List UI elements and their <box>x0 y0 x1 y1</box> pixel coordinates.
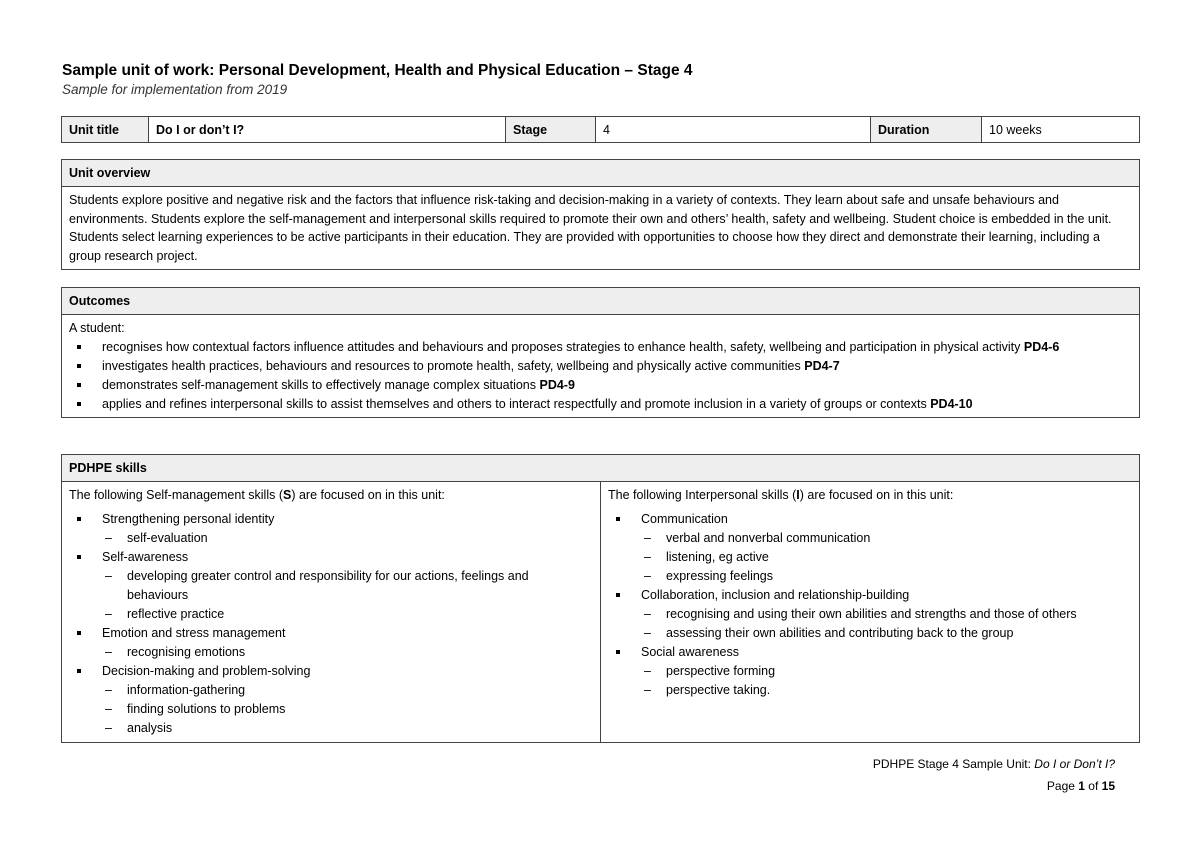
skill-sub-item: – perspective taking. <box>608 681 1132 700</box>
unit-info-table <box>61 116 1140 143</box>
skill-sub-item: – listening, eg active <box>608 548 1132 567</box>
outcome-code: PD4-7 <box>804 359 840 373</box>
skill-sub-item: – self-evaluation <box>69 529 593 548</box>
skill-sub-item: – reflective practice <box>69 605 593 624</box>
pdhpe-skills-table <box>61 454 1140 743</box>
outcome-code: PD4-10 <box>930 397 973 411</box>
outcome-item: investigates health practices, behaviours and resources to promote health, safety, wellbeing and physically active communities PD4-7 <box>69 357 1132 376</box>
self-management-list <box>69 510 593 738</box>
outcome-code: PD4-6 <box>1023 340 1060 354</box>
outcomes-intro: A student: <box>69 321 125 335</box>
outcome-item: demonstrates self-management skills to effectively manage complex situations PD4-9 <box>69 376 1132 395</box>
outcome-code: PD4-9 <box>539 378 575 392</box>
skill-sub-item: – finding solutions to problems <box>69 700 593 719</box>
outcomes-heading: Outcomes <box>62 288 1140 315</box>
pdhpe-skills-heading: PDHPE skills <box>62 455 1140 482</box>
stage-label: Stage <box>506 117 596 143</box>
skill-code-s: S <box>282 488 292 502</box>
unit-overview-table <box>61 159 1140 270</box>
skill-sub-item: – expressing feelings <box>608 567 1132 586</box>
skill-group: Communication – verbal and nonverbal communication – listening, eg active – expressing feelings <box>608 510 1132 586</box>
duration-value: 10 weeks <box>982 117 1140 143</box>
skill-group: Social awareness – perspective forming – perspective taking. <box>608 643 1132 700</box>
skill-sub-item: – recognising and using their own abilities and strengths and those of others <box>608 605 1132 624</box>
outcomes-table <box>61 287 1140 418</box>
outcome-item: recognises how contextual factors influence attitudes and behaviours and proposes strategies to enhance health, safety, wellbeing and participation in physical activity PD4-6 <box>69 338 1132 357</box>
skill-sub-item: – verbal and nonverbal communication <box>608 529 1132 548</box>
unit-title-label: Unit title <box>62 117 149 143</box>
interpersonal-list <box>608 510 1132 700</box>
self-management-intro: The following Self-management skills (S) are focused on in this unit: <box>69 488 445 502</box>
skill-sub-item: – developing greater control and responsibility for our actions, feelings and behaviours <box>69 567 593 605</box>
stage-value: 4 <box>596 117 871 143</box>
outcome-item: applies and refines interpersonal skills to assist themselves and others to interact respectfully and promote inclusion in a variety of groups or contexts PD4-10 <box>69 395 1132 414</box>
skill-sub-item: – perspective forming <box>608 662 1132 681</box>
document-title: Sample unit of work: Personal Development, Health and Physical Education – Stage 4 <box>62 62 693 79</box>
skill-sub-item: – information-gathering <box>69 681 593 700</box>
skill-group: Collaboration, inclusion and relationship-building – recognising and using their own abilities and strengths and those of others – assessing their own abilities and contributing back to the group <box>608 586 1132 643</box>
interpersonal-intro: The following Interpersonal skills (I) are focused on in this unit: <box>608 488 954 502</box>
footer-unit-name: PDHPE Stage 4 Sample Unit: Do I or Don’t I? <box>872 757 1115 771</box>
self-management-skills-cell <box>62 482 601 743</box>
unit-title-value: Do I or don’t I? <box>149 117 506 143</box>
unit-overview-text: Students explore positive and negative risk and the factors that influence risk-taking and decision-making in a variety of contexts. They learn about safe and unsafe behaviours and environments. Students explore the self-management and interpersonal skills required to promote their own and others’ health, safety and wellbeing. Student choice is embedded in the unit. Students select learning experiences to be active participants in their education. They are provided with opportunities to choose how they direct and demonstrate their learning, including a group research project. <box>62 187 1140 270</box>
skill-group: Decision-making and problem-solving – information-gathering – finding solutions to problems – analysis <box>69 662 593 738</box>
skill-group: Self-awareness – developing greater control and responsibility for our actions, feelings and behaviours – reflective practice <box>69 548 593 624</box>
duration-label: Duration <box>871 117 982 143</box>
outcomes-list <box>69 338 1132 414</box>
skill-sub-item: – assessing their own abilities and contributing back to the group <box>608 624 1132 643</box>
document-subtitle: Sample for implementation from 2019 <box>62 82 288 97</box>
skill-group: Emotion and stress management – recognising emotions <box>69 624 593 662</box>
footer-page-number: Page 1 of 15 <box>1046 779 1115 793</box>
skill-code-i: I <box>796 488 800 502</box>
skill-sub-item: – analysis <box>69 719 593 738</box>
interpersonal-skills-cell <box>601 482 1140 743</box>
skill-sub-item: – recognising emotions <box>69 643 593 662</box>
unit-overview-heading: Unit overview <box>62 160 1140 187</box>
skill-group: Strengthening personal identity – self-evaluation <box>69 510 593 548</box>
